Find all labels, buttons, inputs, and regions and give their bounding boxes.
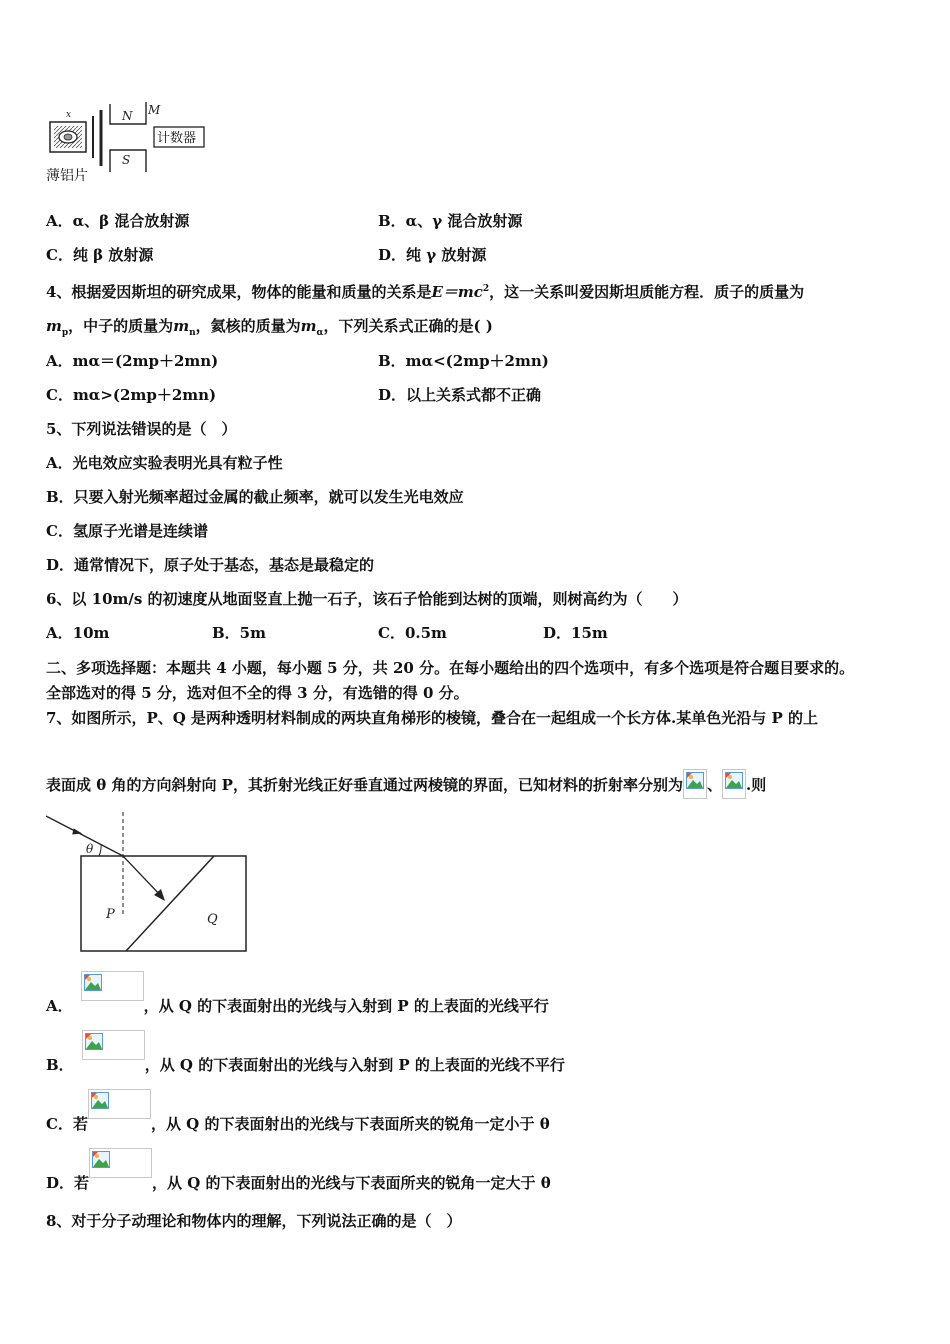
q7-option-d-image [89,1148,152,1178]
broken-image-icon [84,974,102,991]
q4-stem-line1 [46,279,804,302]
q5-option-d[interactable]: D．通常情况下，原子处于基态，基态是最稳定的 [46,556,375,574]
theta-label: θ [86,842,94,856]
q4-text-mid1: ，中子的质量为 [68,317,174,335]
detector-label: M [148,103,161,117]
q7-stem-line1: 7、如图所示，P、Q 是两种透明材料制成的两块直角梯形的棱镜，叠合在一起组成一个长方体.某单色光沿与 P 的上 [46,709,818,727]
q3-option-a[interactable]: A．α、β 混合放射源 [46,212,190,230]
section2-heading-line2: 全部选对的得 5 分，选对但不全的得 3 分，有选错的得 0 分。 [46,684,469,702]
q4-text: 4、根据爱因斯坦的研究成果，物体的能量和质量的关系是 [46,283,432,301]
theta-arc [99,844,101,856]
q7-option-a-text: ，从 Q 的下表面射出的光线与入射到 P 的上表面的光线平行 [143,997,549,1015]
broken-image-icon [725,772,743,789]
q4-option-a[interactable]: A．mα＝(2mp＋2mn) [46,352,219,370]
q4-option-d[interactable]: D．以上关系式都不正确 [378,386,542,404]
prism-block-outline [81,856,246,951]
q7-option-a[interactable] [46,973,549,1015]
q5-option-a[interactable]: A．光电效应实验表明光具有粒子性 [46,454,283,472]
q3-option-c[interactable]: C．纯 β 放射源 [46,246,154,264]
helium-mass-sub: α [316,328,324,338]
q7-option-b-image [82,1030,145,1060]
q5-option-c[interactable]: C．氢原子光谱是连续谱 [46,522,208,540]
q4-text-tail: ，下列关系式正确的是( ) [323,317,493,335]
q6-option-b[interactable]: B．5m [212,624,266,642]
helium-mass: m [300,317,317,335]
source-label: x [66,110,72,120]
q3-option-b[interactable]: B．α、γ 混合放射源 [378,212,523,230]
neutron-mass: m [173,317,190,335]
q6-option-c[interactable]: C．0.5m [378,624,447,642]
counter-label: 计数器 [157,131,197,146]
neutron-mass-sub: n [189,328,196,338]
q7-separator: 、 [706,776,722,794]
q7-option-a-label: A． [46,997,73,1015]
q6-option-d[interactable]: D．15m [543,624,608,642]
q7-option-c[interactable] [46,1091,550,1133]
source-holder [50,122,86,152]
q7-option-a-image [81,971,144,1001]
section2-heading-line1: 二、多项选择题：本题共 4 小题，每小题 5 分，共 20 分。在每小题给出的四个选项中，有多个选项是符合题目要求的。 [46,659,855,677]
q7-option-b-label: B． [46,1056,74,1074]
refractive-index-image-1 [683,769,707,799]
prism-q-label: Q [207,912,218,927]
q7-stem-tail: .则 [745,776,767,794]
refractive-index-image-2 [722,769,746,799]
broken-image-icon [91,1092,109,1109]
q5-stem: 5、下列说法错误的是（ ） [46,420,237,438]
prism-p-label: P [106,907,115,922]
q6-stem: 6、以 10m/s 的初速度从地面竖直上抛一石子，该石子恰能到达树的顶端，则树高约为（ ） [46,590,688,608]
q4-text-cont: ，这一关系叫爱因斯坦质能方程．质子的质量为 [489,283,805,301]
q4-option-b[interactable]: B．mα<(2mp＋2mn) [378,352,549,370]
q7-option-c-text: ，从 Q 的下表面射出的光线与下表面所夹的锐角一定小于 θ [150,1115,550,1133]
q7-option-d-label: D．若 [46,1174,90,1192]
incident-arrow [72,827,83,834]
proton-mass-sub: p [61,328,69,338]
prism-figure [44,812,254,958]
broken-image-icon [92,1151,110,1168]
q7-stem-text: 表面成 θ 角的方向斜射向 P，其折射光线正好垂直通过两棱镜的界面，已知材料的折射率分别为 [46,776,683,794]
q7-option-c-label: C．若 [46,1115,88,1133]
s-pole-label: S [122,153,131,167]
n-pole-label: N [122,109,133,123]
q4-text-mid2: ，氦核的质量为 [195,317,301,335]
radiation-detector-figure [44,100,214,186]
proton-mass: m [46,317,62,335]
q7-stem-line2 [46,765,767,794]
q4-option-c[interactable]: C．mα>(2mp＋2mn) [46,386,217,404]
foil-label: 薄铝片 [46,168,88,184]
q4-formula: E＝mc [431,283,483,301]
broken-image-icon [686,772,704,789]
q5-option-b[interactable]: B．只要入射光频率超过金属的截止频率，就可以发生光电效应 [46,488,464,506]
q7-option-c-image [88,1089,151,1119]
q4-formula-exponent: 2 [482,284,490,294]
broken-image-icon [85,1033,103,1050]
q4-stem-line2 [46,316,493,343]
q8-stem: 8、对于分子动理论和物体内的理解，下列说法正确的是（ ） [46,1212,462,1230]
q7-option-d[interactable] [46,1150,551,1192]
q7-option-b[interactable] [46,1032,565,1074]
incident-ray [46,816,123,856]
q7-option-d-text: ，从 Q 的下表面射出的光线与下表面所夹的锐角一定大于 θ [152,1174,551,1192]
q3-option-d[interactable]: D．纯 γ 放射源 [378,246,487,264]
q6-option-a[interactable]: A．10m [46,624,110,642]
q7-option-b-text: ，从 Q 的下表面射出的光线与入射到 P 的上表面的光线不平行 [144,1056,565,1074]
